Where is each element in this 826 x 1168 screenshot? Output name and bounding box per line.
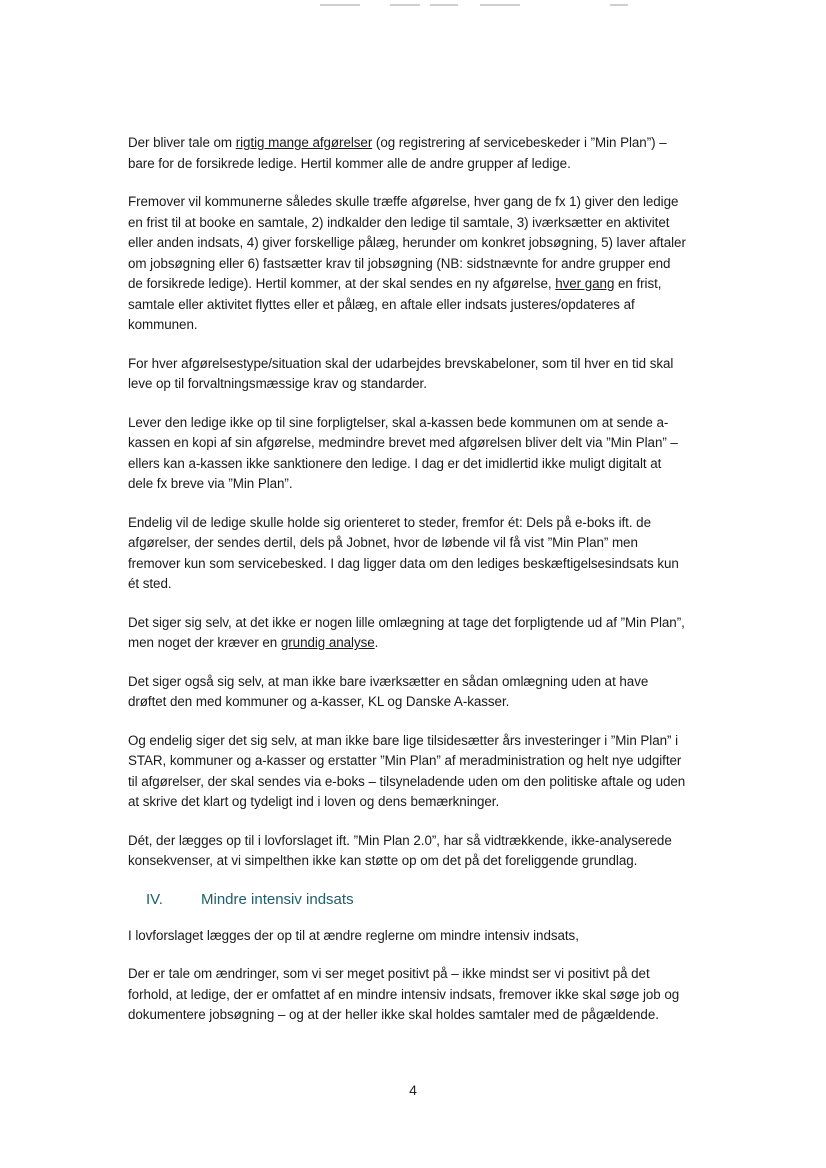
section-number: IV. [146,890,163,908]
scan-artifact [320,4,630,7]
section-heading [146,890,688,910]
page-number: 4 [409,1082,417,1098]
paragraph-11: Der er tale om ændringer, som vi ser meget positivt på – ikke mindst ser vi positivt på det forhold, at ledige, der er omfattet af en mindre intensiv indsats, fremover ikke skal søge job og dokumentere jobsøgning – og at der heller ikke skal holdes samtaler med de pågældende. [128,966,680,1022]
paragraph-8: Og endelig siger det sig selv, at man ikke bare lige tilsidesætter års investeringer i ”Min Plan” i STAR, kommuner og a-kasser og erstatter ”Min Plan” af meradministration og helt nye udgifter til afgørelser, der skal sendes via e-boks – tilsyneladende uden om den politiske aftale og uden at skrive det klart og tydeligt ind i loven og dens bemærkninger. [128,732,686,809]
underlined-text: grundig analyse [280,635,375,650]
paragraph-6: Det siger sig selv, at det ikke er nogen lille omlægning at tage det forpligtende ud af ”Min Plan”, men noget der kræver en grundig analyse. [128,614,685,650]
underlined-text: hver gang [555,276,615,291]
paragraph-9: Dét, der lægges op til i lovforslaget ift. ”Min Plan 2.0”, har så vidtrækkende, ikke-analyserede konsekvenser, at vi simpelthen ikke kan støtte op om det på det foreliggende grundlag. [128,832,672,868]
body-text [128,133,688,1044]
paragraph-2: Fremover vil kommunerne således skulle træffe afgørelse, hver gang de fx 1) giver den ledige en frist til at booke en samtale, 2) indkalder den ledige til samtale, 3) iværksætter en aktivitet eller anden indsats, 4) giver forskellige pålæg, herunder om konkret jobsøgning, 5) laver aftaler om jobsøgning eller 6) fastsætter krav til jobsøgning (NB: sidstnævnte for andre grupper end de forsikrede ledige). Hertil kommer, at der skal sendes en ny afgørelse, hver gang en frist, samtale eller aktivitet flyttes eller et pålæg, en aftale eller indsats justeres/opdateres af kommunen. [128,194,686,332]
paragraph-5: Endelig vil de ledige skulle holde sig orienteret to steder, fremfor ét: Dels på e-boks ift. de afgørelser, der sendes dertil, dels på Jobnet, hvor de løbende vil få vist ”Min Plan” men fremover kun som servicebesked. I dag ligger data om den lediges beskæftigelsesindsats kun ét sted. [128,514,679,591]
paragraph-4: Lever den ledige ikke op til sine forpligtelser, skal a-kassen bede kommunen om at sende a-kassen en kopi af sin afgørelse, medmindre brevet med afgørelsen bliver delt via ”Min Plan” – ellers kan a-kassen ikke sanktionere den ledige. I dag er det imidlertid ikke muligt digitalt at dele fx breve via ”Min Plan”. [128,414,678,491]
paragraph-3: For hver afgørelsestype/situation skal der udarbejdes brevskabeloner, som til hver en tid skal leve op til forvaltningsmæssige krav og standarder. [128,355,674,391]
paragraph-1: Der bliver tale om rigtig mange afgørelser (og registrering af servicebeskeder i ”Min Plan”) – bare for de forsikrede ledige. Hertil kommer alle de andre grupper af ledige. [128,135,667,171]
section-title: Mindre intensiv indsats [201,890,354,908]
paragraph-7: Det siger også sig selv, at man ikke bare iværksætter en sådan omlægning uden at have drøftet den med kommuner og a-kasser, KL og Danske A-kasser. [128,673,649,709]
paragraph-10: I lovforslaget lægges der op til at ændre reglerne om mindre intensiv indsats, [128,927,579,943]
underlined-text: rigtig mange afgørelser [235,135,373,150]
